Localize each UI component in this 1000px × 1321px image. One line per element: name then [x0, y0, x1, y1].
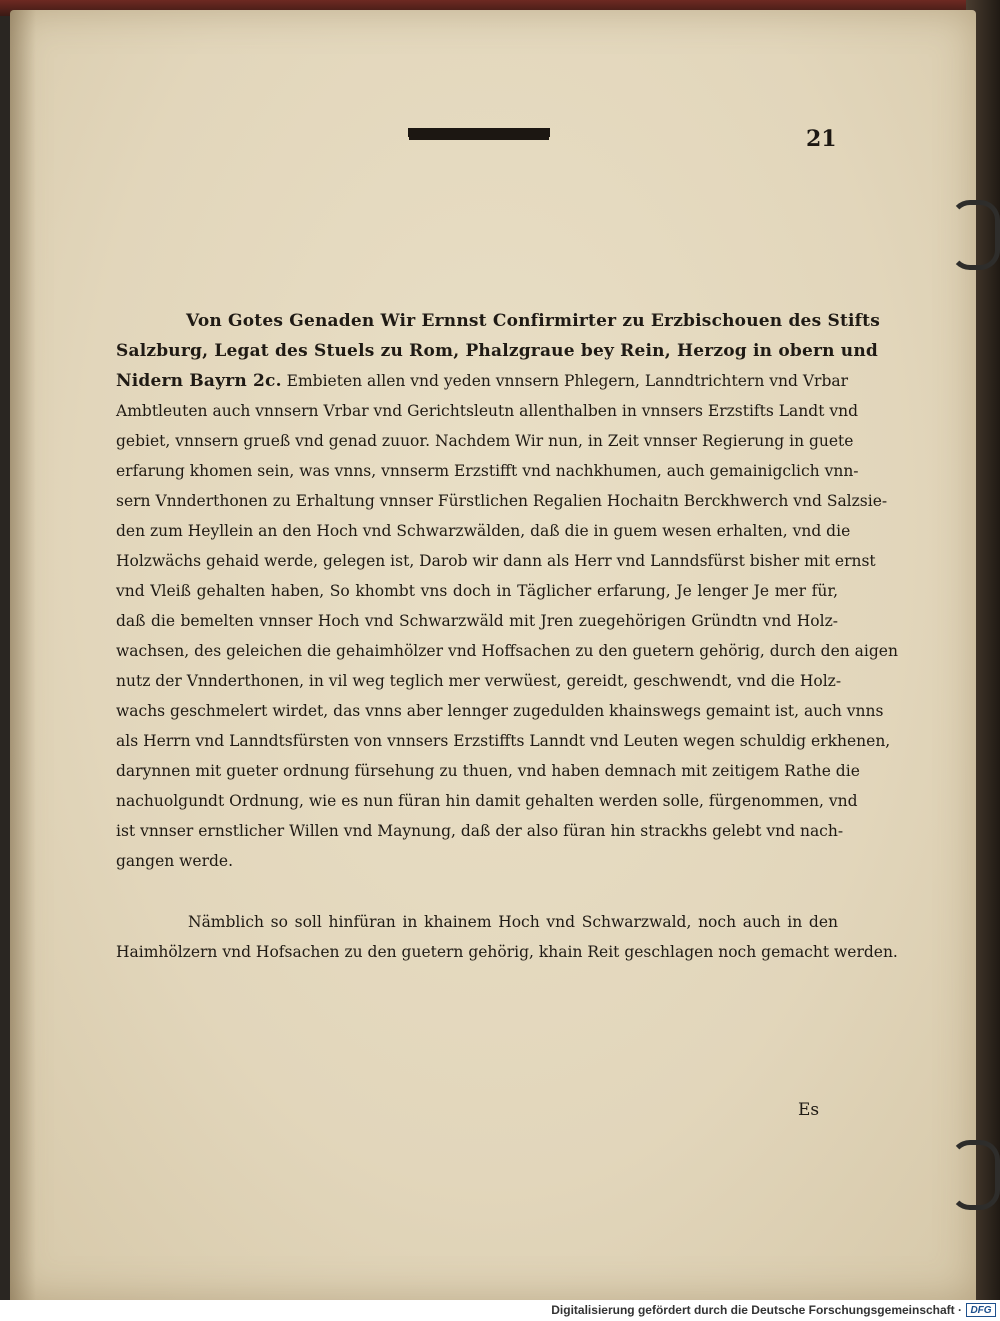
text-line — [116, 576, 838, 606]
body-text: erfarung khomen sein, was vnns, vnnserm Erzstifft vnd nachkhumen, auch gemainigclich vnn- — [116, 462, 859, 480]
heading-text: Salzburg, Legat des Stuels zu Rom, Phalzgraue bey Rein, Herzog in obern und — [116, 341, 879, 361]
body-text: sern Vnnderthonen zu Erhaltung vnnser Fürstlichen Regalien Hochaitn Berckhwerch vnd Salzsie- — [116, 492, 888, 510]
body-text: ist vnnser ernstlicher Willen vnd Maynung, daß der also füran hin strackhs gelebt vnd nach- — [116, 822, 844, 840]
body-text: nachuolgundt Ordnung, wie es nun füran hin damit gehalten werden solle, fürgenommen, vnd — [116, 792, 858, 810]
body-text: gebiet, vnnsern grueß vnd genad zuuor. Nachdem Wir nun, in Zeit vnnser Regierung in guete — [116, 432, 854, 450]
body-text: Ambtleuten auch vnnsern Vrbar vnd Gerichtsleutn allenthalben in vnnsers Erzstifts Landt vnd — [116, 402, 859, 420]
body-text: vnd Vleiß gehalten haben, So khombt vns doch in Täglicher erfarung, Je lenger Je mer für, — [116, 582, 838, 600]
footer-credit-text: Digitalisierung gefördert durch die Deutsche Forschungsgemeinschaft · — [551, 1303, 962, 1317]
text-line — [116, 486, 888, 516]
body-text: Embieten allen vnd yeden vnnsern Phlegern, Lanndtrichtern vnd Vrbar — [281, 372, 849, 390]
binder-ring-icon — [950, 1140, 1000, 1210]
text-line — [116, 756, 860, 786]
body-text: den zum Heyllein an den Hoch vnd Schwarzwälden, daß die in guem wesen erhalten, vnd die — [116, 522, 851, 540]
catchword: Es — [798, 1100, 820, 1120]
body-text: wachsen, des geleichen die gehaimhölzer vnd Hoffsachen zu den guetern gehörig, durch den aigen — [116, 642, 898, 660]
heading-text: Von Gotes Genaden Wir Ernnst Confirmirter zu Erzbischouen des Stifts — [186, 311, 880, 331]
digitization-footer — [0, 1300, 1000, 1321]
dfg-logo: DFG — [966, 1303, 996, 1317]
body-text: wachs geschmelert wirdet, das vnns aber lennger zugedulden khainswegs gemaint ist, auch vnns — [116, 702, 884, 720]
text-line — [116, 846, 838, 876]
binder-ring-icon — [950, 200, 1000, 270]
text-line — [116, 816, 844, 846]
text-line — [116, 666, 842, 696]
paragraph-ordinance-preamble — [116, 306, 898, 876]
body-text: gangen werde. — [116, 852, 234, 870]
text-line — [116, 456, 859, 486]
text-line — [116, 516, 851, 546]
text-line — [116, 696, 884, 726]
body-text: darynnen mit gueter ordnung fürsehung zu thuen, vnd haben demnach mit zeitigem Rathe die — [116, 762, 860, 780]
text-line — [116, 726, 891, 756]
body-text: als Herrn vnd Lanndtsfürsten von vnnsers Erzstiffts Lanndt vnd Leuten wegen schuldig erkhenen, — [116, 732, 891, 750]
text-line — [116, 336, 879, 366]
text-line: Haimhölzern vnd Hofsachen zu den guetern gehörig, khain Reit geschlagen noch gemacht werden. — [116, 943, 898, 961]
body-text: Holzwächs gehaid werde, gelegen ist, Darob wir dann als Herr vnd Lanndsfürst bisher mit ernst — [116, 552, 876, 570]
text-line — [116, 606, 838, 636]
header-ornament-rule — [408, 128, 550, 137]
text-line — [116, 426, 854, 456]
body-text: nutz der Vnnderthonen, in vil weg teglich mer verwüest, gereidt, geschwendt, vnd die Holz- — [116, 672, 842, 690]
text-line — [116, 366, 849, 396]
body-text: daß die bemelten vnnser Hoch vnd Schwarzwäld mit Jren zuegehörigen Gründtn vnd Holz- — [116, 612, 838, 630]
heading-text: Nidern Bayrn 2c. — [116, 371, 282, 391]
text-line — [116, 546, 876, 576]
page-gutter-shadow — [10, 10, 36, 1300]
page-number: 21 — [806, 126, 837, 152]
text-line — [116, 786, 858, 816]
text-line — [116, 306, 880, 336]
text-line: Nämblich so soll hinfüran in khainem Hoch vnd Schwarzwald, noch auch in den — [188, 913, 838, 931]
text-line — [116, 636, 898, 666]
paragraph-first-article — [116, 907, 898, 967]
text-line — [116, 396, 859, 426]
